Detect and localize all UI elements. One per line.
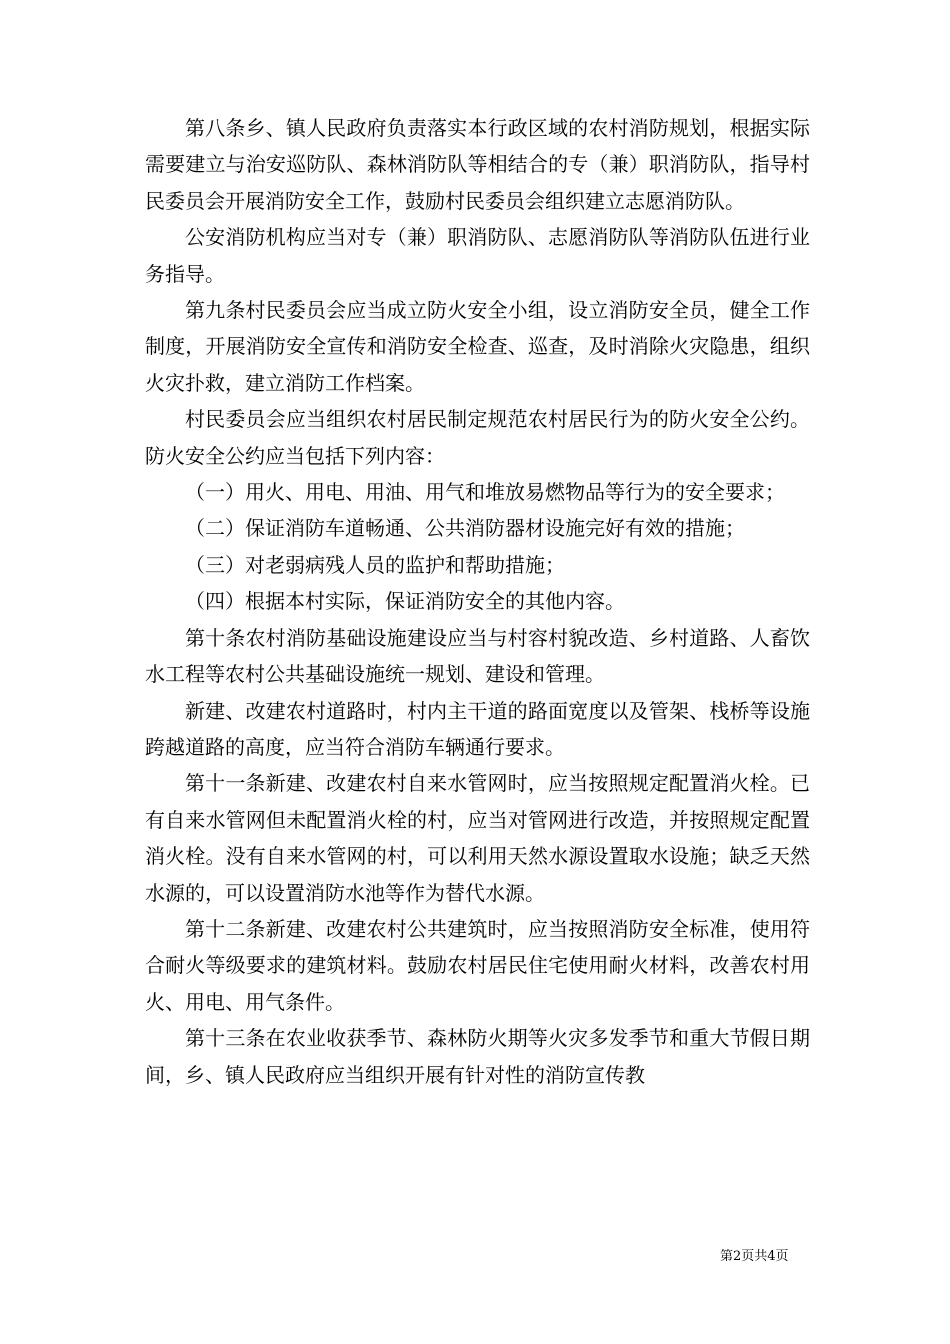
list-item-3: （三）对老弱病残人员的监护和帮助措施； [185, 552, 565, 577]
paragraph-article-13: 第十三条在农业收获季节、森林防火期等火灾多发季节和重大节假日期间，乡、镇人民政府应当组织开展有针对性的消防宣传教 [145, 1026, 810, 1087]
page-number: 第2页共4页 [720, 1249, 789, 1264]
paragraph-article-12: 第十二条新建、改建农村公共建筑时，应当按照消防安全标准，使用符合耐火等级要求的建筑材料。鼓励农村居民住宅使用耐火材料，改善农村用火、用电、用气条件。 [145, 916, 810, 1014]
paragraph-fire-safety-pact: 村民委员会应当组织农村居民制定规范农村居民行为的防火安全公约。防火安全公约应当包括下列内容： [145, 407, 810, 468]
list-item-2: （二）保证消防车道畅通、公共消防器材设施完好有效的措施； [185, 516, 745, 541]
paragraph-article-8: 第八条乡、镇人民政府负责落实本行政区域的农村消防规划，根据实际需要建立与治安巡防队、森林消防队等相结合的专（兼）职消防队，指导村民委员会开展消防安全工作，鼓励村民委员会组织建立志愿消防队。 [145, 116, 810, 213]
paragraph-road-requirements: 新建、改建农村道路时，村内主干道的路面宽度以及管架、栈桥等设施跨越道路的高度，应当符合消防车辆通行要求。 [145, 698, 810, 759]
list-item-1: （一）用火、用电、用油、用气和堆放易燃物品等行为的安全要求； [185, 480, 785, 505]
paragraph-fire-agency-guidance: 公安消防机构应当对专（兼）职消防队、志愿消防队等消防队伍进行业务指导。 [145, 225, 810, 286]
paragraph-article-11: 第十一条新建、改建农村自来水管网时，应当按照规定配置消火栓。已有自来水管网但未配置消火栓的村，应当对管网进行改造，并按照规定配置消火栓。没有自来水管网的村，可以利用天然水源设置取水设施；缺乏天然水源的，可以设置消防水池等作为替代水源。 [145, 771, 810, 905]
document-body [145, 110, 810, 1093]
paragraph-article-10: 第十条农村消防基础设施建设应当与村容村貌改造、乡村道路、人畜饮水工程等农村公共基础设施统一规划、建设和管理。 [145, 625, 810, 687]
list-item-4: （四）根据本村实际，保证消防安全的其他内容。 [185, 589, 625, 614]
paragraph-article-9: 第九条村民委员会应当成立防火安全小组，设立消防安全员，健全工作制度，开展消防安全宣传和消防安全检查、巡查，及时消除火灾隐患，组织火灾扑救，建立消防工作档案。 [145, 298, 810, 395]
